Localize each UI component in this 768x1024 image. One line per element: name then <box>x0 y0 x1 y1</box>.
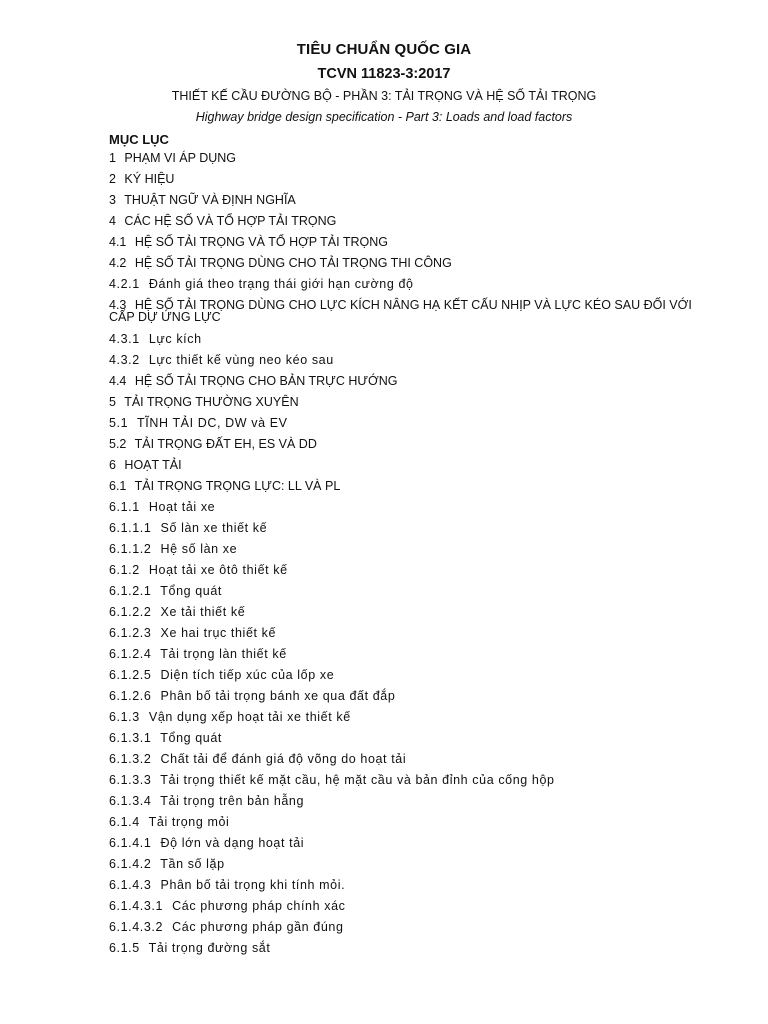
toc-entry-title: Lực kích <box>144 332 202 346</box>
toc-entry-number: 6.1.2 <box>109 563 140 577</box>
toc-entry-number: 5 <box>109 395 116 409</box>
toc-entry-title: Tần số lặp <box>156 857 225 871</box>
toc-entry-title: TẢI TRỌNG TRỌNG LỰC: LL VÀ PL <box>131 479 341 493</box>
toc-entry-title: Vận dụng xếp hoạt tải xe thiết kế <box>144 710 351 724</box>
toc-entry[interactable] <box>109 732 709 745</box>
toc-entry-title: Tải trọng trên bản hẫng <box>156 794 305 808</box>
toc-entry-number: 2 <box>109 172 116 186</box>
toc-entry-number: 4.3.1 <box>109 332 140 346</box>
document-subtitle-vi: THIẾT KẾ CẦU ĐƯỜNG BỘ - PHẦN 3: TẢI TRỌNG VÀ HỆ SỐ TẢI TRỌNG <box>171 89 597 103</box>
toc-entry[interactable] <box>109 627 709 640</box>
toc-entry-number: 6.1.5 <box>109 941 140 955</box>
toc-entry-title: HỆ SỐ TẢI TRỌNG DÙNG CHO TẢI TRỌNG THI CÔNG <box>131 256 452 270</box>
toc-entry-number: 4.4 <box>109 374 127 388</box>
toc-entry-title: HOẠT TẢI <box>120 458 182 472</box>
toc-entry-title: Đánh giá theo trạng thái giới hạn cường độ <box>144 277 414 291</box>
toc-entry-number: 6.1.2.1 <box>109 584 152 598</box>
toc-entry-number: 6.1.2.3 <box>109 626 152 640</box>
toc-entry-number: 6.1.4.1 <box>109 836 152 850</box>
toc-entry[interactable] <box>109 236 709 249</box>
toc-entry-title: THUẬT NGỮ VÀ ĐỊNH NGHĨA <box>120 193 296 207</box>
toc-entry-number: 6.1.4.3.2 <box>109 920 164 934</box>
toc-entry-number: 6.1.1.1 <box>109 521 152 535</box>
toc-entry[interactable] <box>109 543 709 556</box>
toc-entry[interactable] <box>109 606 709 619</box>
toc-entry-number: 6.1.2.2 <box>109 605 152 619</box>
toc-entry-number: 6.1.3.4 <box>109 794 152 808</box>
toc-entry-number: 6.1.3.1 <box>109 731 152 745</box>
toc-entry[interactable] <box>109 669 709 682</box>
toc-entry[interactable] <box>109 711 709 724</box>
toc-entry-number: 5.2 <box>109 437 127 451</box>
toc-entry-number: 6.1.2.6 <box>109 689 152 703</box>
toc-entry-title: KÝ HIỆU <box>120 172 175 186</box>
table-of-contents <box>109 152 709 955</box>
toc-entry-number: 6.1.3 <box>109 710 140 724</box>
toc-entry-number: 4.2 <box>109 256 127 270</box>
toc-entry-title: Hoạt tải xe <box>144 500 216 514</box>
toc-entry[interactable] <box>109 753 709 766</box>
toc-entry-title: HỆ SỐ TẢI TRỌNG VÀ TỔ HỢP TẢI TRỌNG <box>131 235 388 249</box>
toc-entry-title: Các phương pháp chính xác <box>168 899 346 913</box>
toc-entry[interactable] <box>109 375 709 388</box>
toc-entry[interactable] <box>109 690 709 703</box>
toc-entry-number: 6.1.1 <box>109 500 140 514</box>
document-subtitle-en: Highway bridge design specification - Part 3: Loads and load factors <box>195 110 573 124</box>
toc-entry[interactable] <box>109 564 709 577</box>
toc-entry-number: 6.1.4 <box>109 815 140 829</box>
toc-entry[interactable] <box>109 152 709 165</box>
toc-entry-number: 6.1.4.3.1 <box>109 899 164 913</box>
toc-entry[interactable] <box>109 648 709 661</box>
toc-heading: MỤC LỤC <box>109 132 169 147</box>
toc-entry-number: 5.1 <box>109 416 129 430</box>
toc-entry-title: HỆ SỐ TẢI TRỌNG CHO BẢN TRỰC HƯỚNG <box>131 374 398 388</box>
toc-entry[interactable] <box>109 774 709 787</box>
toc-entry-number: 4.2.1 <box>109 277 140 291</box>
toc-entry[interactable] <box>109 837 709 850</box>
toc-entry[interactable] <box>109 299 699 323</box>
toc-entry[interactable] <box>109 396 709 409</box>
toc-entry-number: 4.3.2 <box>109 353 140 367</box>
toc-entry-title: TĨNH TẢI DC, DW và EV <box>133 416 288 430</box>
toc-entry-title: Hệ số làn xe <box>156 542 238 556</box>
toc-entry-number: 4.3 <box>109 298 127 312</box>
toc-entry-number: 6.1.1.2 <box>109 542 152 556</box>
toc-entry-number: 6.1.3.3 <box>109 773 152 787</box>
toc-entry[interactable] <box>109 522 709 535</box>
toc-entry-title: Tổng quát <box>156 584 222 598</box>
toc-entry-title: Độ lớn và dạng hoạt tải <box>156 836 305 850</box>
toc-entry-title: Xe tải thiết kế <box>156 605 246 619</box>
toc-entry-number: 4 <box>109 214 116 228</box>
toc-entry[interactable] <box>109 585 709 598</box>
document-title: TIÊU CHUẨN QUỐC GIA <box>296 41 472 58</box>
toc-entry[interactable] <box>109 278 709 291</box>
toc-entry-title: Tải trọng làn thiết kế <box>156 647 287 661</box>
toc-entry-number: 6.1.2.4 <box>109 647 152 661</box>
toc-entry[interactable] <box>109 173 709 186</box>
toc-entry-title: Lực thiết kế vùng neo kéo sau <box>144 353 334 367</box>
toc-entry-title: CÁC HỆ SỐ VÀ TỔ HỢP TẢI TRỌNG <box>120 214 337 228</box>
toc-entry-title: Phân bố tải trọng khi tính mỏi. <box>156 878 346 892</box>
document-code: TCVN 11823-3:2017 <box>317 66 451 82</box>
toc-entry-title: PHẠM VI ÁP DỤNG <box>120 151 237 165</box>
toc-entry[interactable] <box>109 459 709 472</box>
toc-entry-title: Tải trọng thiết kế mặt cầu, hệ mặt cầu và bản đỉnh của cống hộp <box>156 773 555 787</box>
toc-entry[interactable] <box>109 921 709 934</box>
toc-entry-title: Diện tích tiếp xúc của lốp xe <box>156 668 335 682</box>
toc-entry-title: Các phương pháp gần đúng <box>168 920 344 934</box>
toc-entry-number: 1 <box>109 151 116 165</box>
toc-entry[interactable] <box>109 417 709 430</box>
toc-entry[interactable] <box>109 215 709 228</box>
toc-entry-title: Hoạt tải xe ôtô thiết kế <box>144 563 288 577</box>
toc-entry-title: TẢI TRỌNG ĐẤT EH, ES VÀ DD <box>131 437 317 451</box>
toc-entry[interactable] <box>109 879 709 892</box>
toc-entry[interactable] <box>109 480 709 493</box>
toc-entry-number: 6 <box>109 458 116 472</box>
toc-entry-title: Xe hai trục thiết kế <box>156 626 277 640</box>
toc-entry-title: Tải trọng mỏi <box>144 815 230 829</box>
toc-entry-number: 6.1.4.2 <box>109 857 152 871</box>
toc-entry-title: Chất tải để đánh giá độ võng do hoạt tải <box>156 752 407 766</box>
toc-entry-title: TẢI TRỌNG THƯỜNG XUYÊN <box>120 395 299 409</box>
toc-entry-number: 6.1.2.5 <box>109 668 152 682</box>
toc-entry-title: HỆ SỐ TẢI TRỌNG DÙNG CHO LỰC KÍCH NÂNG HẠ KẾT CẤU NHỊP VÀ LỰC KÉO SAU ĐỐI VỚI CẤP DỰ ỨNG LỰC <box>109 298 692 324</box>
toc-entry[interactable] <box>109 795 709 808</box>
toc-entry[interactable] <box>109 816 709 829</box>
toc-entry-number: 6.1.3.2 <box>109 752 152 766</box>
toc-entry-title: Tải trọng đường sắt <box>144 941 271 955</box>
toc-entry[interactable] <box>109 333 709 346</box>
toc-entry[interactable] <box>109 354 709 367</box>
toc-entry-title: Tổng quát <box>156 731 222 745</box>
toc-entry[interactable] <box>109 858 709 871</box>
toc-entry-title: Phân bố tải trọng bánh xe qua đất đắp <box>156 689 396 703</box>
toc-entry-number: 6.1 <box>109 479 127 493</box>
toc-entry[interactable] <box>109 438 709 451</box>
toc-entry[interactable] <box>109 942 709 955</box>
toc-entry-number: 3 <box>109 193 116 207</box>
toc-entry-title: Số làn xe thiết kế <box>156 521 268 535</box>
toc-entry[interactable] <box>109 194 709 207</box>
toc-entry-number: 6.1.4.3 <box>109 878 152 892</box>
toc-entry[interactable] <box>109 900 709 913</box>
toc-entry[interactable] <box>109 501 709 514</box>
toc-entry-number: 4.1 <box>109 235 127 249</box>
toc-entry[interactable] <box>109 257 709 270</box>
